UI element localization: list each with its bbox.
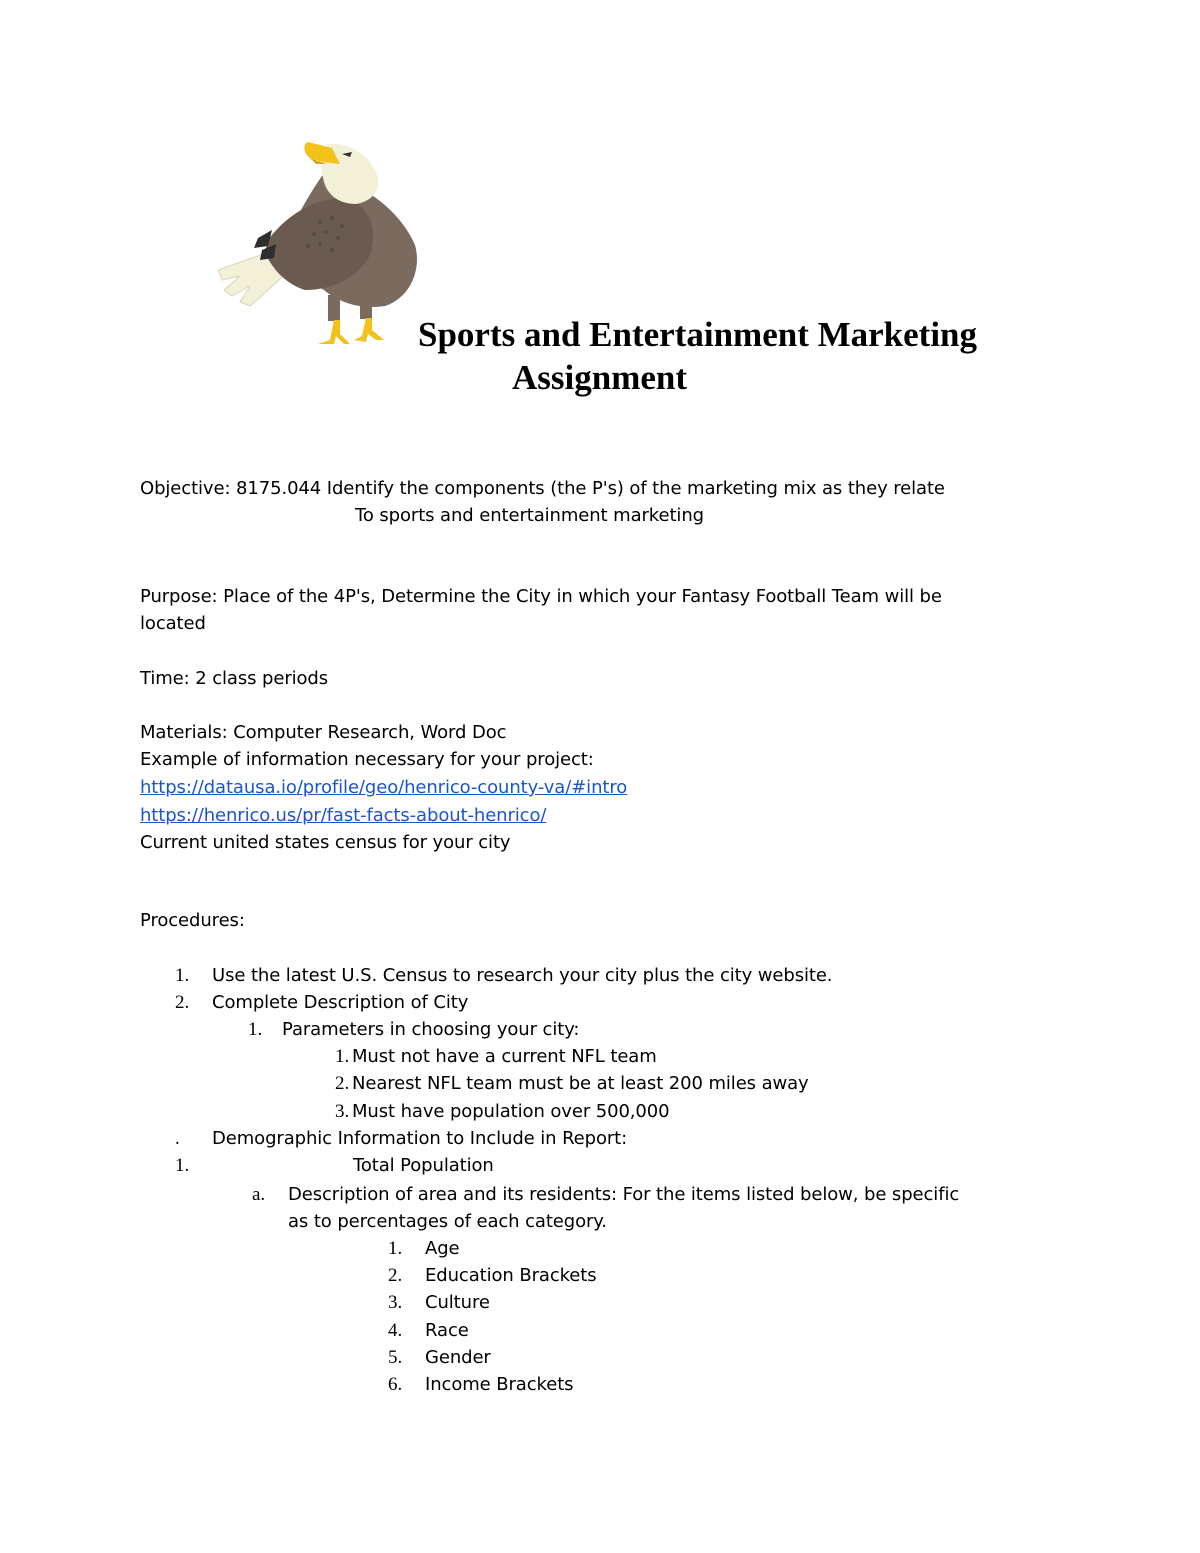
- list-number: 1.: [335, 1046, 350, 1067]
- list-item: Nearest NFL team must be at least 200 miles away: [352, 1073, 809, 1094]
- list-item: Income Brackets: [425, 1374, 574, 1395]
- list-number: 6.: [388, 1374, 403, 1395]
- list-item: Parameters in choosing your city:: [282, 1019, 580, 1040]
- list-item: Culture: [425, 1292, 490, 1313]
- list-number: 4.: [388, 1320, 403, 1341]
- list-number: 1.: [388, 1238, 403, 1259]
- list-number: 2.: [388, 1265, 403, 1286]
- list-number: 1.: [248, 1019, 263, 1040]
- list-item: Description of area and its residents: For the items listed below, be specific: [288, 1184, 960, 1205]
- census-note: Current united states census for your city: [140, 832, 511, 853]
- list-item: Age: [425, 1238, 460, 1259]
- list-item: Use the latest U.S. Census to research your city plus the city website.: [212, 965, 833, 986]
- document-title-line2: Assignment: [512, 358, 688, 397]
- document-title: Sports and Entertainment Marketing: [418, 315, 978, 354]
- example-text: Example of information necessary for your project:: [140, 749, 594, 770]
- list-item: Total Population: [353, 1155, 494, 1176]
- objective-text-cont: To sports and entertainment marketing: [355, 505, 704, 526]
- list-item: Gender: [425, 1347, 491, 1368]
- list-item-cont: as to percentages of each category.: [288, 1211, 607, 1232]
- list-number: 2.: [335, 1073, 350, 1094]
- list-item: Complete Description of City: [212, 992, 469, 1013]
- list-number: 3.: [335, 1101, 350, 1122]
- list-item: Must have population over 500,000: [352, 1101, 670, 1122]
- list-letter: a.: [252, 1184, 266, 1205]
- time-text: Time: 2 class periods: [140, 668, 329, 689]
- list-number: 2.: [175, 992, 190, 1013]
- list-number: 1.: [175, 965, 190, 986]
- list-number: 1.: [175, 1155, 190, 1176]
- list-number: .: [175, 1128, 180, 1149]
- eagle-icon: [210, 130, 420, 360]
- list-item: Race: [425, 1320, 469, 1341]
- list-number: 3.: [388, 1292, 403, 1313]
- list-item: Demographic Information to Include in Report:: [212, 1128, 628, 1149]
- list-number: 5.: [388, 1347, 403, 1368]
- datausa-link[interactable]: https://datausa.io/profile/geo/henrico-county-va/#intro: [140, 777, 628, 798]
- list-item: Education Brackets: [425, 1265, 597, 1286]
- objective-text: Objective: 8175.044 Identify the components (the P's) of the marketing mix as they relate: [140, 478, 945, 499]
- list-item: Must not have a current NFL team: [352, 1046, 657, 1067]
- procedures-heading: Procedures:: [140, 910, 245, 931]
- purpose-text-cont: located: [140, 613, 206, 634]
- purpose-text: Purpose: Place of the 4P's, Determine the City in which your Fantasy Football Team will be: [140, 586, 942, 607]
- henrico-link[interactable]: https://henrico.us/pr/fast-facts-about-henrico/: [140, 805, 547, 826]
- materials-text: Materials: Computer Research, Word Doc: [140, 722, 507, 743]
